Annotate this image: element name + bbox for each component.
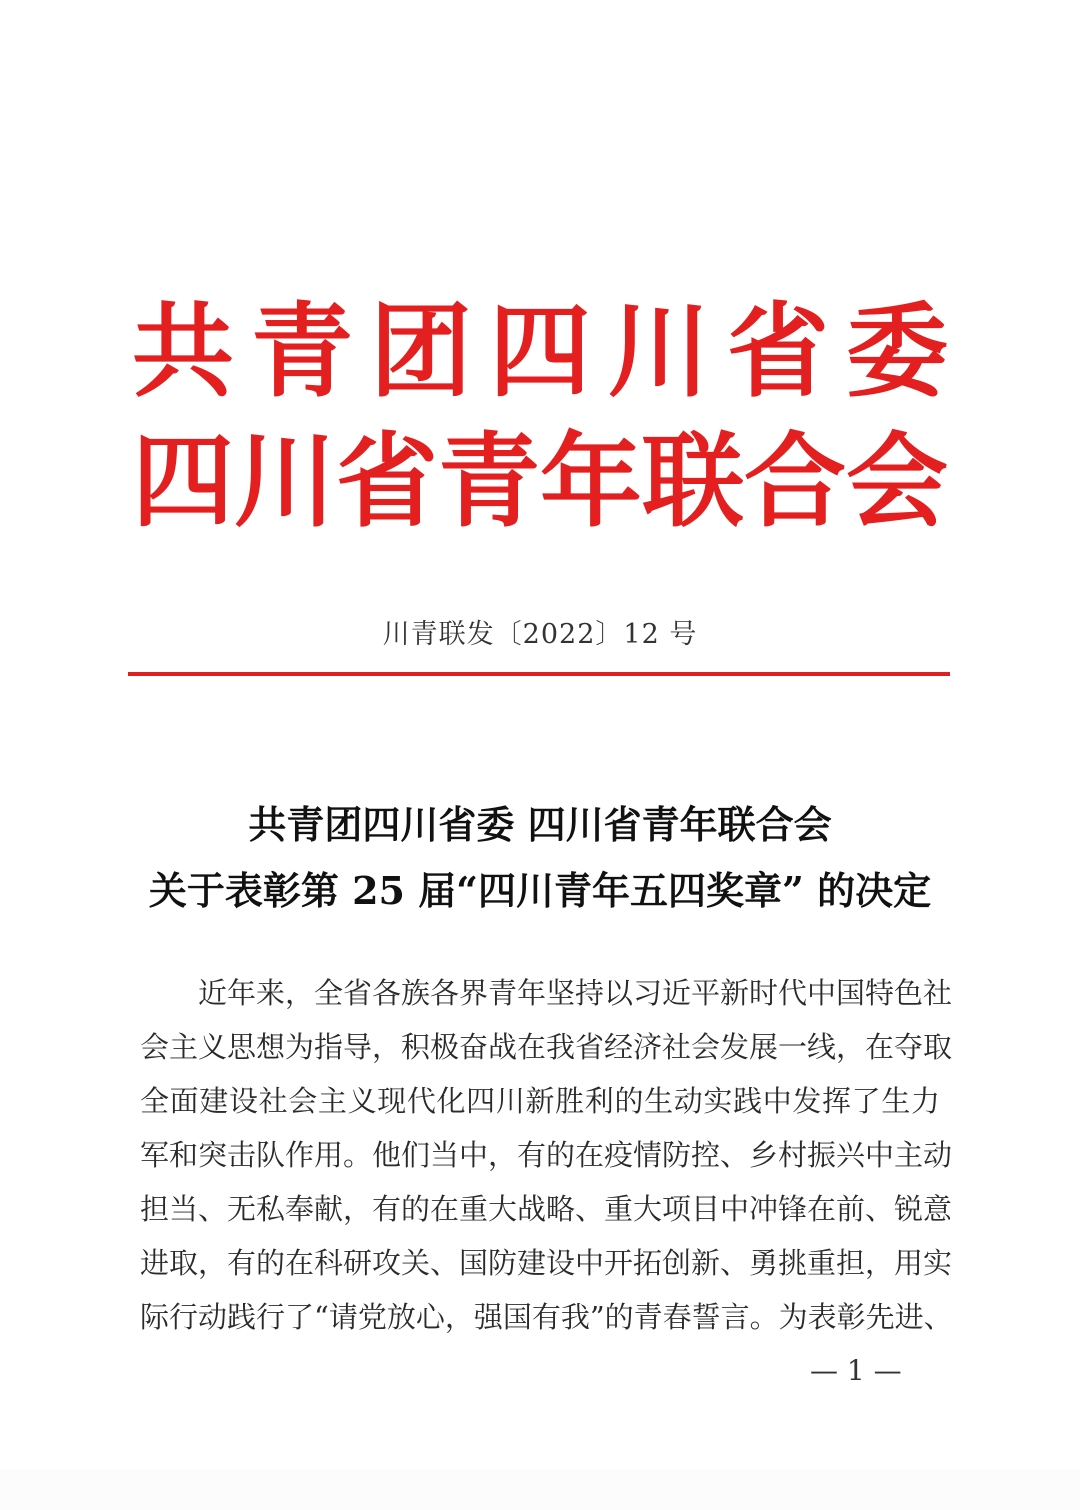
issuer-char: 合	[744, 422, 846, 542]
document-number: 川青联发〔2022〕12 号	[382, 619, 698, 650]
issuer-name-line-1	[132, 292, 948, 412]
body-paragraph-line: 际行动践行了“请党放心，强国有我”的青春誓言。为表彰先进、	[140, 1300, 953, 1334]
issuer-char: 委	[846, 292, 948, 412]
issuer-char: 省	[336, 422, 438, 542]
body-paragraph-line: 近年来，全省各族各界青年坚持以习近平新时代中国特色社	[198, 976, 953, 1010]
red-divider-line	[128, 672, 950, 676]
issuer-char: 会	[846, 422, 948, 542]
issuer-char: 川	[608, 292, 710, 412]
issuer-char: 共	[132, 292, 234, 412]
issuer-char: 川	[234, 422, 336, 542]
page-bottom-margin	[0, 1470, 1080, 1510]
issuer-char: 省	[727, 292, 829, 412]
issuer-name-line-2	[132, 422, 948, 542]
body-paragraph-line: 全面建设社会主义现代化四川新胜利的生动实践中发挥了生力	[140, 1084, 940, 1118]
body-paragraph-line: 会主义思想为指导，积极奋战在我省经济社会发展一线，在夺取	[140, 1030, 953, 1064]
decision-title-line-2: 关于表彰第 25 届“四川青年五四奖章” 的决定	[148, 868, 932, 913]
issuer-char: 青	[438, 422, 540, 542]
issuer-char: 青	[251, 292, 353, 412]
issuer-char: 联	[642, 422, 744, 542]
issuer-char: 四	[132, 422, 234, 542]
page-number: — 1 —	[810, 1354, 902, 1387]
body-paragraph-line: 进取，有的在科研攻关、国防建设中开拓创新、勇挑重担，用实	[140, 1246, 953, 1280]
issuer-char: 四	[489, 292, 591, 412]
issuer-char: 年	[540, 422, 642, 542]
body-paragraph-line: 军和突击队作用。他们当中，有的在疫情防控、乡村振兴中主动	[140, 1138, 953, 1172]
decision-title-line-1: 共青团四川省委 四川省青年联合会	[248, 802, 832, 847]
issuer-char: 团	[370, 292, 472, 412]
body-paragraph-line: 担当、无私奉献，有的在重大战略、重大项目中冲锋在前、锐意	[140, 1192, 953, 1226]
